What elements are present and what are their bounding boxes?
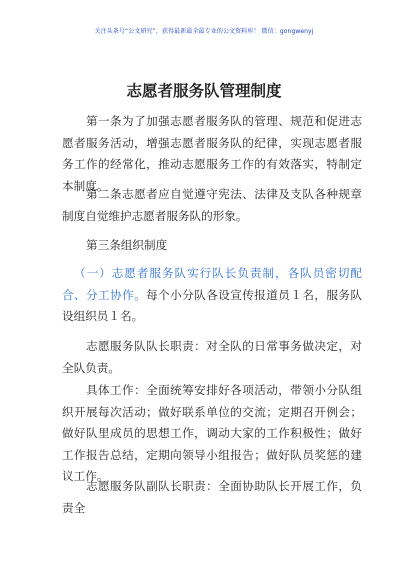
clause-continuation: 每个小分队各设宣传报道员１名，服务队设组织员１名。 [62,287,362,323]
paragraph-article-1: 第一条为了加强志愿者服务队的管理、规范和促进志愿者服务活动，增强志愿者服务队的纪律，实现志愿者服务工作的经常化，推动志愿服务工作的有效落实，特制定本制度。 [62,114,362,193]
paragraph-specific-work: 具体工作：全面统筹安排好各项活动，带领小分队组织开展每次活动；做好联系单位的交流；定期召开例会；做好队里成员的思想工作，调动大家的工作积极性；做好工作报告总结，定期向领导小组报告；做好队员奖惩的建议工作。 [62,383,362,483]
paragraph-article-3-heading: 第三条组织制度 [86,238,168,252]
highlighted-clause: （一）志愿者服务队实行队长负责制，各队员密切配合、分工协作。 [62,266,362,302]
paragraph-article-2: 第二条志愿者应自觉遵守宪法、法律及支队各种规章制度自觉维护志愿者服务队的形象。 [62,187,362,223]
paragraph-captain-duties: 志愿服务队队长职责：对全队的日常事务做决定，对全队负责。 [62,339,362,375]
paragraph-vice-captain-duties: 志愿服务队副队长职责：全面协助队长开展工作，负责全 [62,479,362,515]
header-banner: 关注头条号“公文研究”，获得最新最全最专业的公文资料库！ 微信：gongwenyj [94,28,314,35]
paragraph-organization-rule [62,263,362,328]
document-title: 志愿者服务队管理制度 [126,82,282,100]
